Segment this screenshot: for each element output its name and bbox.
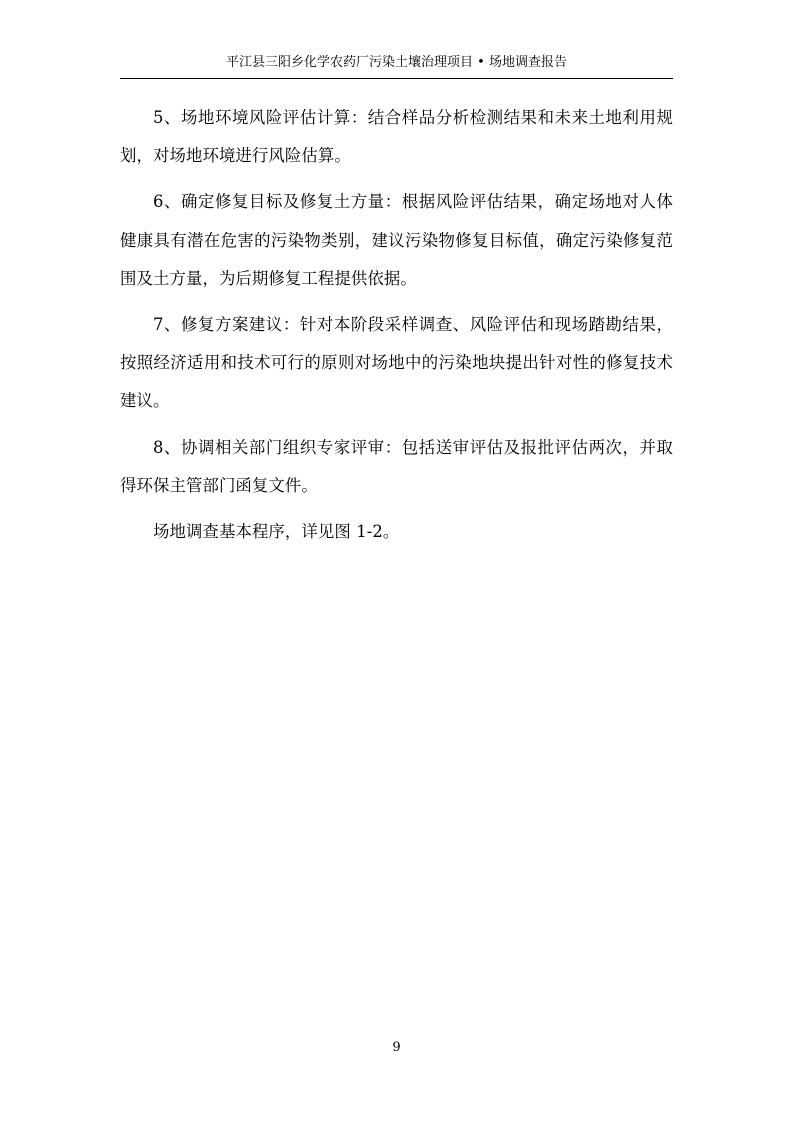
running-header: 平江县三阳乡化学农药厂污染土壤治理项目 • 场地调查报告 bbox=[226, 55, 567, 70]
body-text bbox=[120, 99, 673, 559]
paragraph-remediation-targets: 6、确定修复目标及修复土方量：根据风险评估结果，确定场地对人体健康具有潜在危害的污染物类别，建议污染物修复目标值，确定污染修复范围及土方量，为后期修复工程提供依据。 bbox=[120, 192, 673, 288]
page-number: 9 bbox=[392, 1040, 401, 1055]
paragraph-expert-review: 8、协调相关部门组织专家评审：包括送审评估及报批评估两次，并取得环保主管部门函复文件。 bbox=[120, 437, 673, 495]
header-divider bbox=[120, 78, 673, 79]
paragraph-risk-assessment: 5、场地环境风险评估计算：结合样品分析检测结果和未来土地利用规划，对场地环境进行风险估算。 bbox=[120, 108, 673, 166]
paragraph-procedure-reference: 场地调查基本程序，详见图 1-2。 bbox=[153, 522, 400, 542]
paragraph-remediation-proposal: 7、修复方案建议：针对本阶段采样调查、风险评估和现场踏勘结果，按照经济适用和技术可行的原则对场地中的污染地块提出针对性的修复技术建议。 bbox=[120, 315, 673, 411]
